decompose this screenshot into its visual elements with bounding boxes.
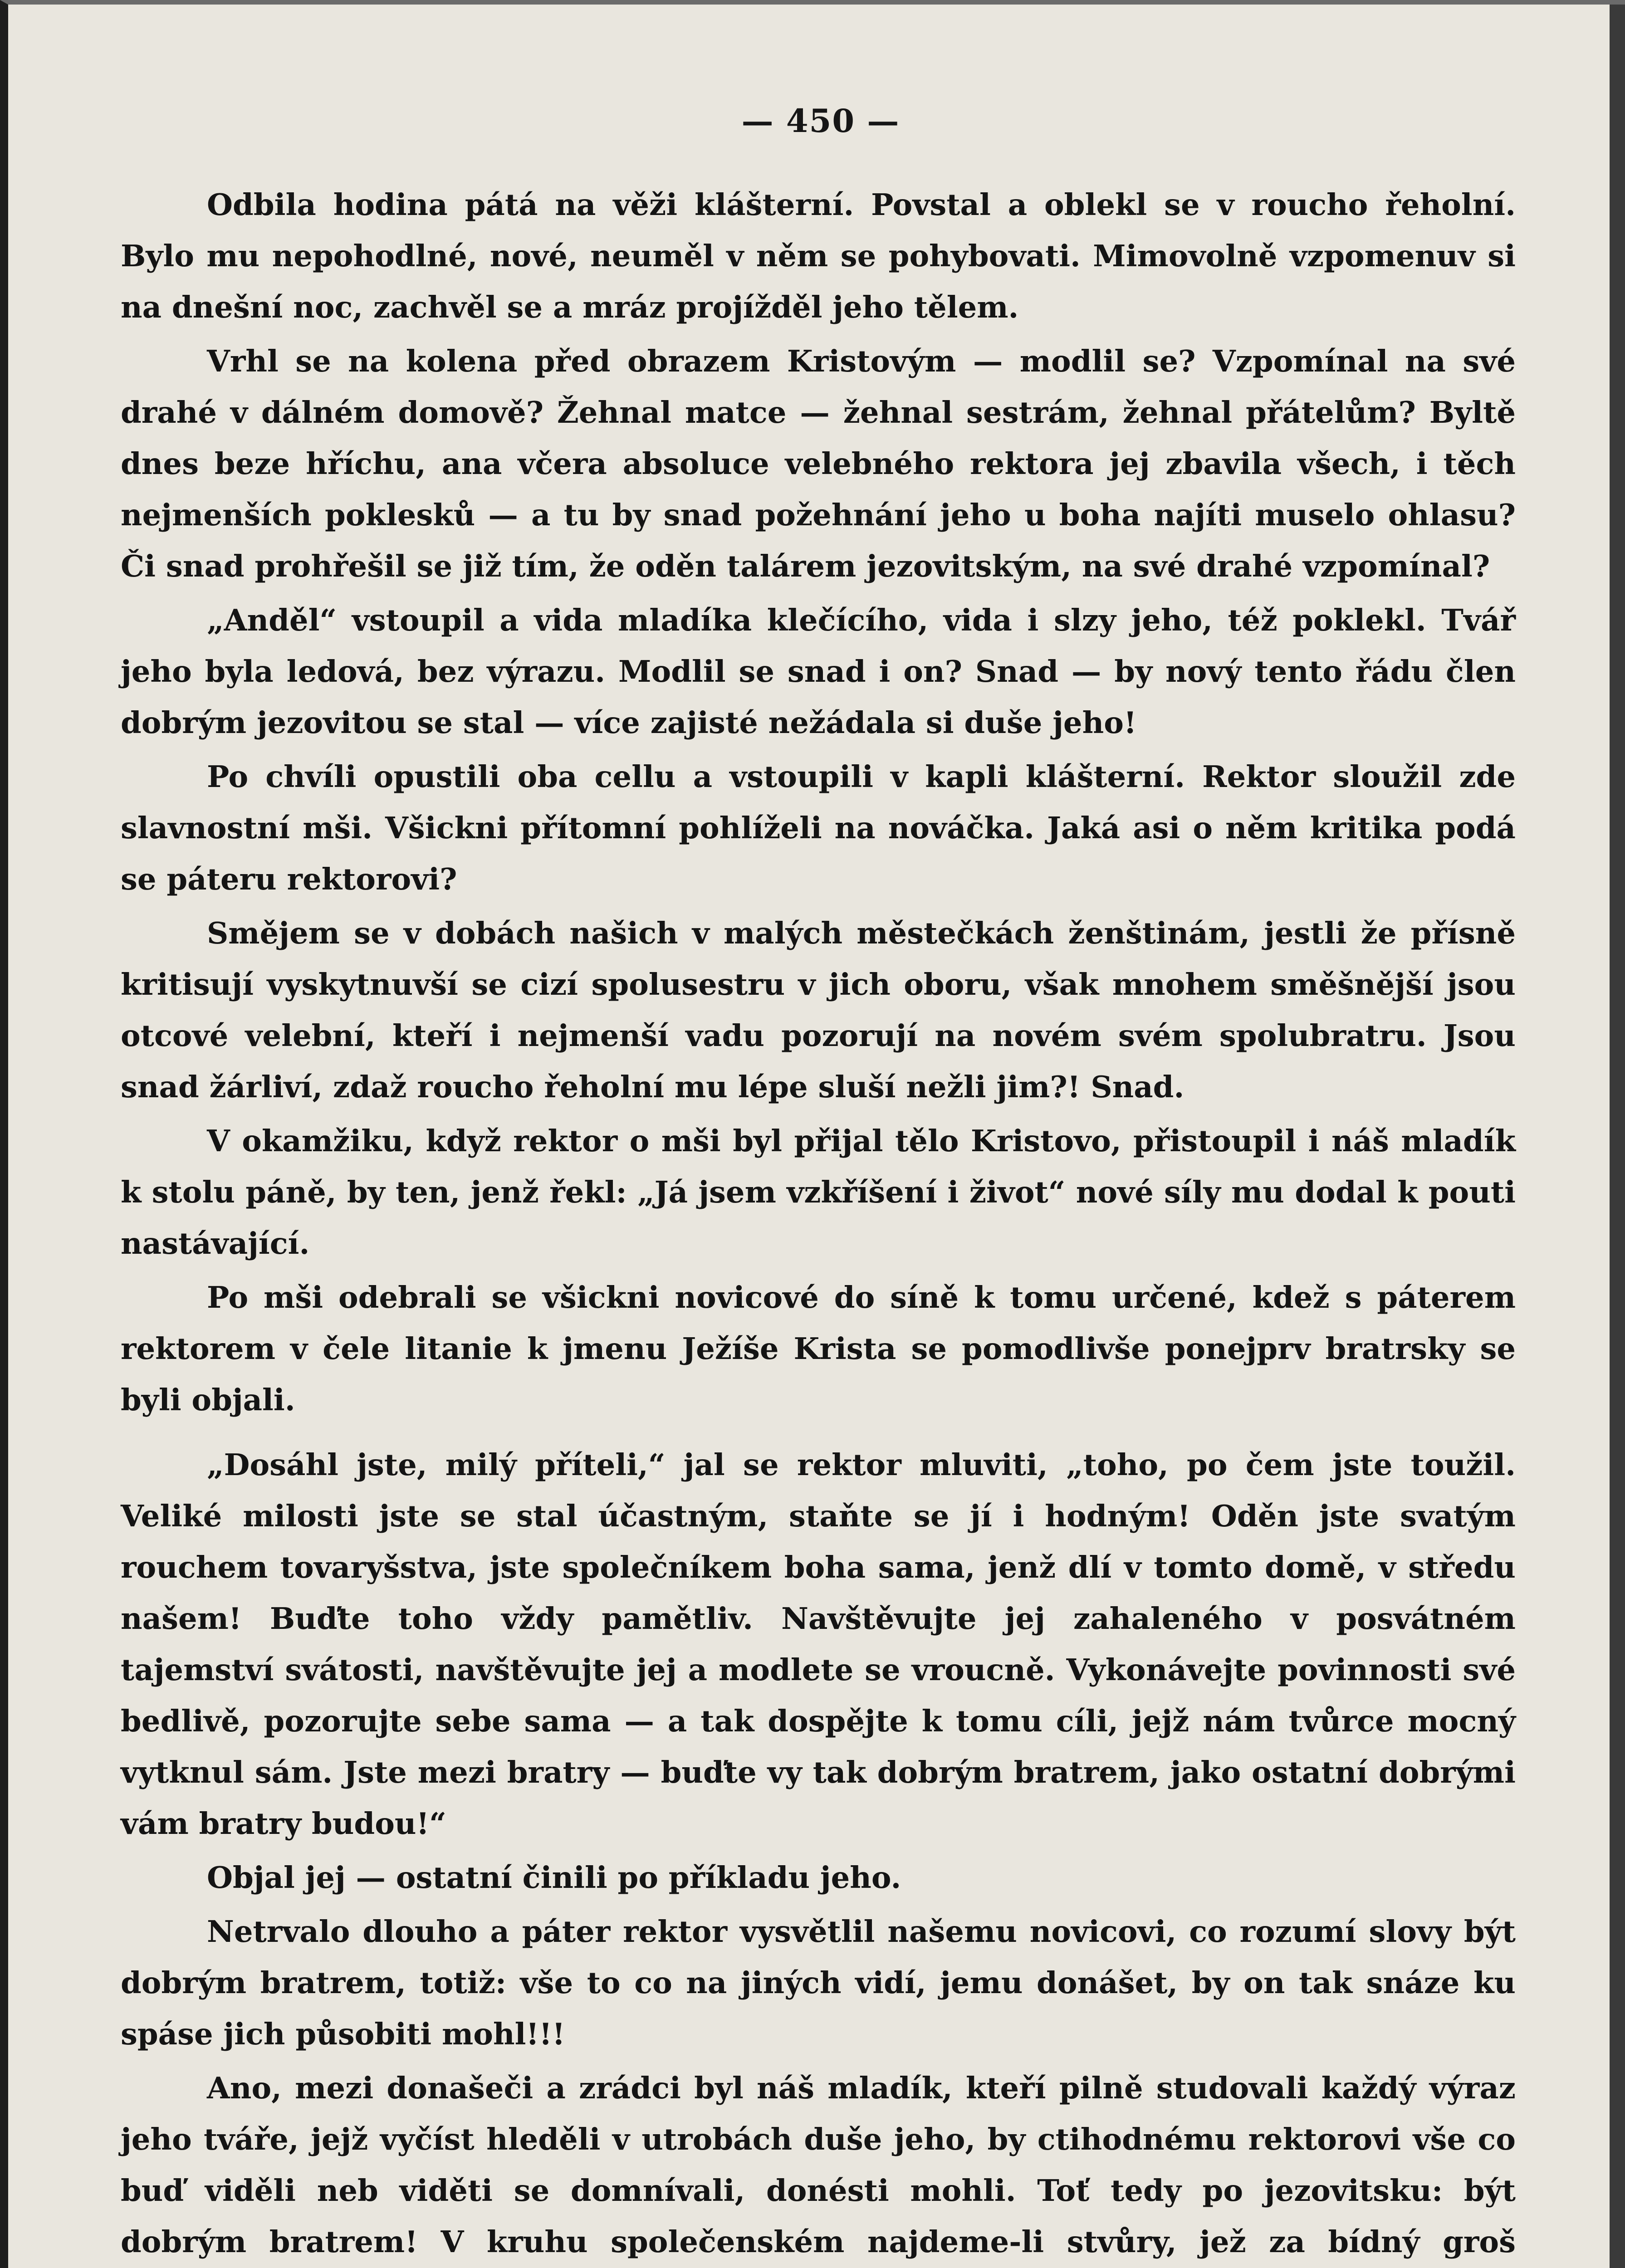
paragraph-6: V okamžiku, když rektor o mši byl přijal tělo Kristovo, přistoupil i náš mladík k stolu páně, by ten, jenž řekl: „Já jsem vzkříšení i život“ nové síly mu dodal k pouti nastávající. [121,1124,1516,1261]
paragraph-7: Po mši odebrali se všickni novicové do síně k tomu určené, kdež s páterem rektorem v čele litanie k jmenu Ježíše Krista se pomodlivše ponejprv bratrsky se byli objali. [121,1280,1516,1418]
paragraph-10: Netrvalo dlouho a páter rektor vysvětlil našemu novicovi, co rozumí slovy být dobrým bratrem, totiž: vše to co na jiných vidí, jemu donášet, by on tak snáze ku spáse jich působiti mohl!!! [121,1914,1516,2052]
paragraph-1: Odbila hodina pátá na věži klášterní. Povstal a oblekl se v roucho řeholní. Bylo mu nepohodlné, nové, neuměl v něm se pohybovati. Mimovolně vzpomenuv si na dnešní noc, zachvěl se a mráz projížděl jeho tělem. [121,187,1516,325]
paragraph-5: Smějem se v dobách našich v malých městečkách ženštinám, jestli že přísně kritisují vyskytnuvší se cizí spolusestru v jich oboru, však mnohem směšnější jsou otcové velební, kteří i nejmenší vadu pozorují na novém svém spolubratru. Jsou snad žárliví, zdaž roucho řeholní mu lépe sluší nežli jim?! Snad. [121,916,1516,1105]
paragraph-2: Vrhl se na kolena před obrazem Kristovým — modlil se? Vzpomínal na své drahé v dálném domově? Žehnal matce — žehnal sestrám, žehnal přátelům? Byltě dnes beze hříchu, ana včera absoluce velebného rektora jej zbavila všech, i těch nejmenších poklesků — a tu by snad požehnání jeho u boha najíti muselo ohlasu? Či snad prohřešil se již tím, že oděn talárem jezovitským, na své drahé vzpomínal? [121,344,1516,584]
page-number: — 450 — [741,102,900,140]
paragraph-11: Ano, mezi donašeči a zrádci byl náš mladík, kteří pilně studovali každý výraz jeho tváře, jejž vyčíst hleděli v utrobách duše jeho, by ctihodnému rektorovi vše co buď viděli neb viděti se domnívali, donésti mohli. Toť tedy po jezovitsku: být dobrým bratrem! V kruhu společenském najdeme-li stvůry, jež za bídný groš [121,2071,1516,2259]
paragraph-8: „Dosáhl jste, milý příteli,“ jal se rektor mluviti, „toho, po čem jste toužil. Veliké milosti jste se stal účastným, staňte se jí i hodným! Oděn jste svatým rouchem tovaryšstva, jste společníkem boha sama, jenž dlí v tomto domě, v středu našem! Buďte toho vždy pamětliv. Navštěvujte jej zahaleného v posvátném tajemství svátosti, navštěvujte jej a modlete se vroucně. Vykonávejte povinnosti své bedlivě, pozorujte sebe sama — a tak dospějte k tomu cíli, jejž nám tvůrce mocný vytknul sám. Jste mezi bratry — buďte vy tak dobrým bratrem, jako ostatní dobrými vám bratry budou!“ [121,1447,1516,1841]
paragraph-4: Po chvíli opustili oba cellu a vstoupili v kapli klášterní. Rektor sloužil zde slavnostní mši. Všickni přítomní pohlíželi na nováčka. Jaká asi o něm kritika podá se páteru rektorovi? [121,759,1516,897]
paragraph-3: „Anděl“ vstoupil a vida mladíka klečícího, vida i slzy jeho, též poklekl. Tvář jeho byla ledová, bez výrazu. Modlil se snad i on? Snad — by nový tento řádu člen dobrým jezovitou se stal — více zajisté nežádala si duše jeho! [121,603,1516,740]
body-text [121,179,1516,2268]
paragraph-9: Objal jej — ostatní činili po příkladu jeho. [207,1860,901,1895]
page-edge-shadow [1610,5,1625,2268]
